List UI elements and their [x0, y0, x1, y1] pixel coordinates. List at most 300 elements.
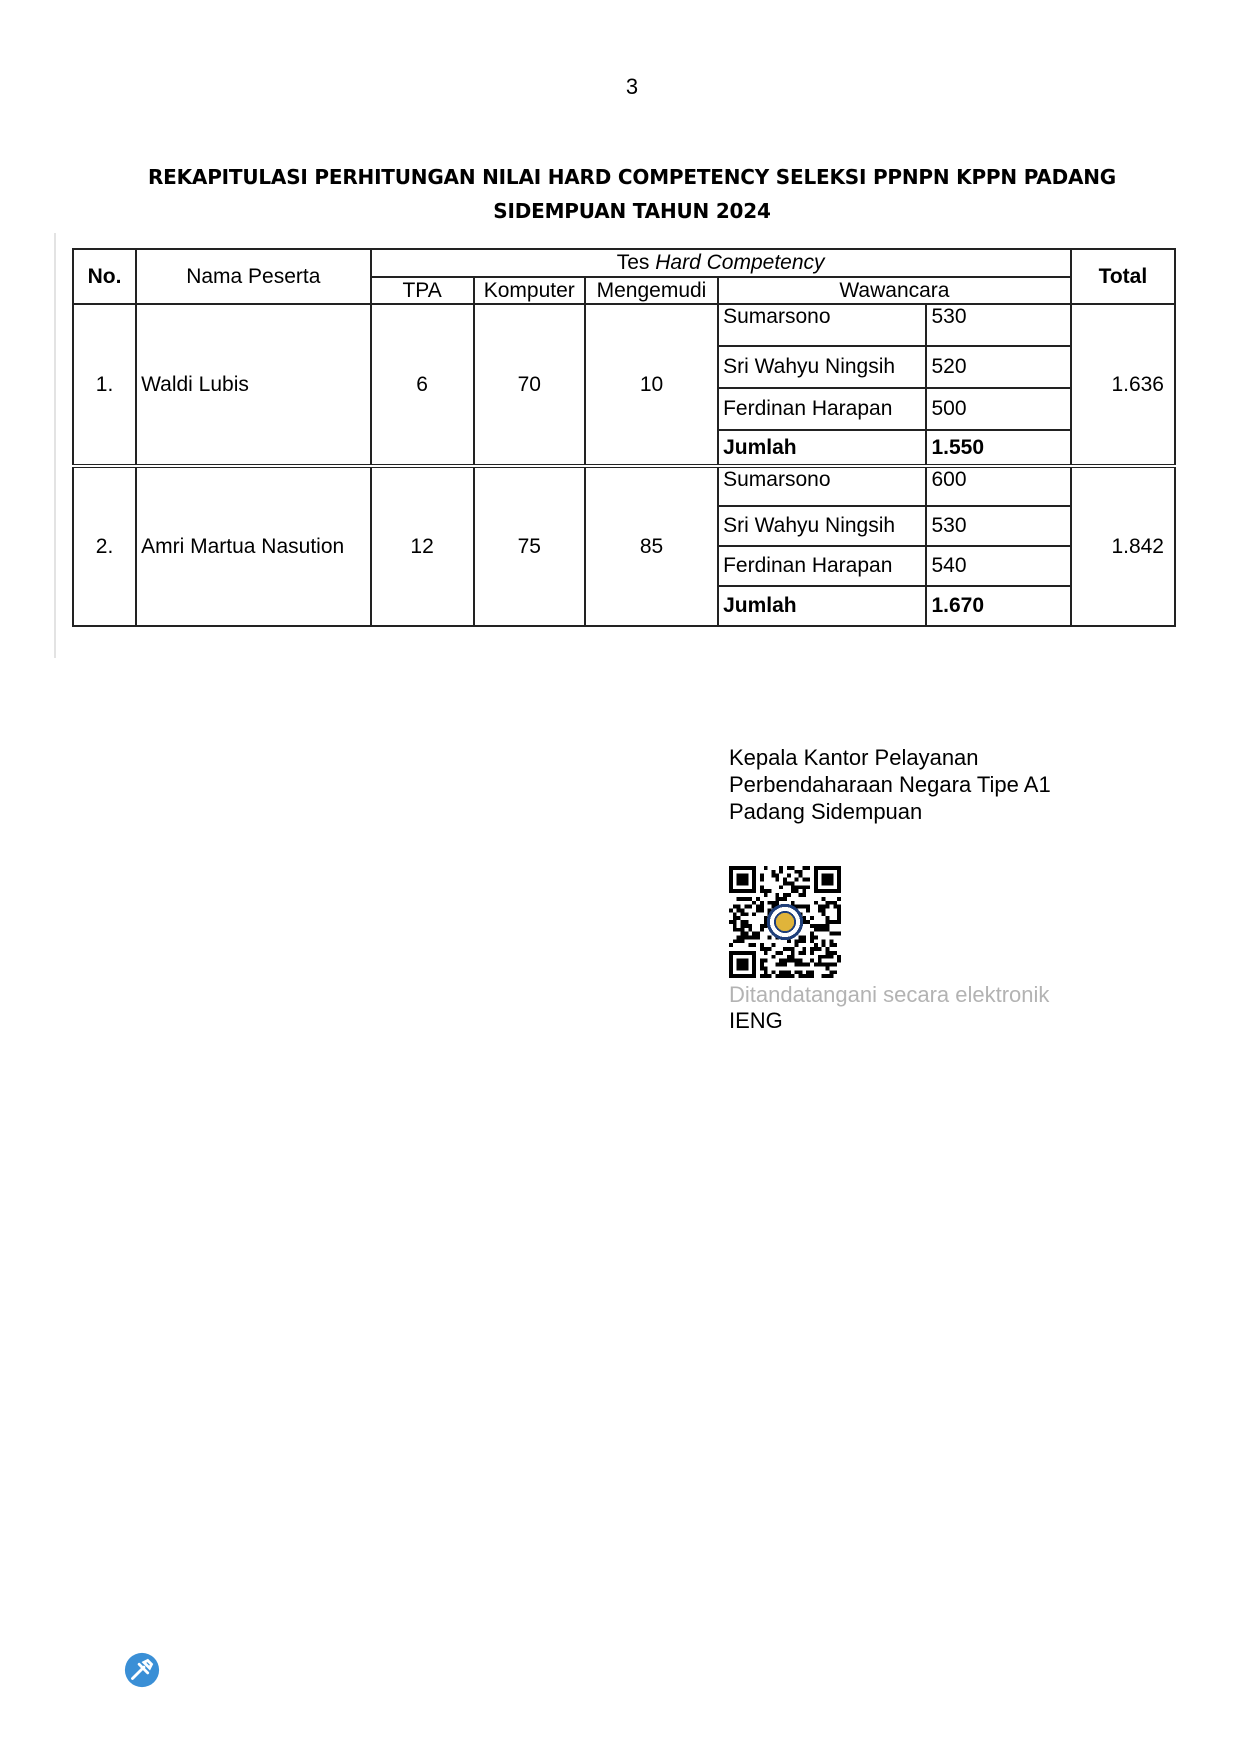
qr-module — [810, 932, 814, 936]
header-nama-peserta: Nama Peserta — [136, 249, 370, 304]
qr-module — [810, 974, 814, 978]
qr-module — [783, 897, 787, 901]
qr-module — [833, 920, 837, 924]
qr-module — [760, 959, 764, 963]
qr-module — [752, 901, 756, 905]
qr-module — [810, 924, 814, 928]
qr-module — [822, 874, 834, 886]
qr-module — [810, 936, 814, 940]
qr-module — [748, 897, 752, 901]
qr-module — [799, 974, 803, 978]
header-tes-italic: Hard Competency — [655, 251, 825, 274]
header-tes-hard-competency — [371, 249, 1071, 277]
interviewer-score: 520 — [926, 346, 1070, 388]
qr-module — [771, 943, 775, 947]
qr-module — [802, 866, 806, 870]
row-tpa: 12 — [371, 466, 474, 626]
qr-module — [744, 905, 748, 909]
qr-module — [802, 963, 806, 967]
qr-module — [775, 951, 779, 955]
qr-module — [737, 905, 741, 909]
qr-module — [818, 928, 822, 932]
qr-module — [733, 939, 737, 943]
qr-module — [802, 889, 806, 893]
qr-module — [744, 936, 748, 940]
qr-module — [741, 936, 745, 940]
qr-module — [771, 870, 775, 874]
qr-module — [802, 905, 806, 909]
qr-module — [771, 874, 775, 878]
qr-module — [733, 924, 737, 928]
interviewer-name: Ferdinan Harapan — [718, 546, 926, 586]
qr-module — [818, 963, 822, 967]
qr-center-emblem-core — [775, 912, 795, 932]
qr-module — [837, 959, 841, 963]
interviewer-name: Sri Wahyu Ningsih — [718, 506, 926, 546]
qr-module — [829, 939, 833, 943]
row-nama: Amri Martua Nasution — [136, 466, 370, 626]
qr-module — [822, 905, 826, 909]
qr-module — [787, 955, 791, 959]
qr-module — [752, 912, 756, 916]
qr-module — [768, 889, 772, 893]
qr-module — [783, 974, 787, 978]
qr-module — [748, 905, 752, 909]
qr-module — [783, 959, 787, 963]
recap-table — [72, 248, 1176, 627]
qr-module — [814, 936, 818, 940]
qr-module — [771, 970, 775, 974]
qr-module — [829, 920, 833, 924]
qr-module — [752, 943, 756, 947]
qr-module — [833, 963, 837, 967]
qr-module — [787, 959, 791, 963]
qr-module — [752, 932, 756, 936]
qr-module — [733, 920, 737, 924]
qr-module — [810, 947, 814, 951]
qr-module — [795, 885, 799, 889]
qr-module — [741, 908, 745, 912]
e-signature-note: Ditandatangani secara elektronik — [729, 982, 1050, 1007]
qr-module — [833, 943, 837, 947]
qr-module — [829, 943, 833, 947]
qr-module — [818, 947, 822, 951]
header-row-1 — [73, 249, 1175, 277]
qr-module — [826, 916, 830, 920]
qr-module — [826, 905, 830, 909]
qr-module — [791, 955, 795, 959]
qr-module — [837, 932, 841, 936]
qr-module — [783, 963, 787, 967]
qr-module — [806, 885, 810, 889]
qr-module — [764, 974, 768, 978]
qr-module — [799, 885, 803, 889]
interviewer-score: 530 — [926, 506, 1070, 546]
qr-module — [779, 959, 783, 963]
qr-module — [768, 901, 772, 905]
row-komputer: 75 — [474, 466, 585, 626]
qr-module — [737, 928, 741, 932]
qr-module — [779, 974, 783, 978]
qr-module — [768, 947, 772, 951]
qr-module — [760, 885, 764, 889]
row-mengemudi: 85 — [585, 466, 718, 626]
qr-module — [741, 920, 745, 924]
qr-module — [760, 947, 764, 951]
qr-module — [779, 963, 783, 967]
qr-module — [806, 970, 810, 974]
row-komputer: 70 — [474, 304, 585, 466]
qr-module — [826, 951, 830, 955]
qr-module — [822, 908, 826, 912]
qr-module — [802, 893, 806, 897]
qr-module — [764, 947, 768, 951]
qr-module — [764, 866, 768, 870]
qr-module — [744, 912, 748, 916]
signature-office-line-1: Kepala Kantor Pelayanan — [729, 745, 979, 770]
qr-module — [760, 943, 764, 947]
qr-module — [783, 881, 787, 885]
qr-module — [829, 951, 833, 955]
qr-module — [802, 974, 806, 978]
qr-module — [810, 916, 814, 920]
qr-module — [775, 893, 779, 897]
qr-module — [799, 939, 803, 943]
header-total: Total — [1071, 249, 1175, 304]
qr-module — [783, 947, 787, 951]
qr-module — [775, 897, 779, 901]
qr-module — [818, 924, 822, 928]
qr-module — [760, 905, 764, 909]
qr-module — [795, 939, 799, 943]
qr-module — [806, 866, 810, 870]
qr-module — [764, 959, 768, 963]
qr-module — [768, 974, 772, 978]
qr-module — [795, 889, 799, 893]
qr-module — [760, 974, 764, 978]
qr-module — [779, 885, 783, 889]
qr-module — [802, 951, 806, 955]
qr-module — [760, 963, 764, 967]
qr-module — [737, 959, 749, 971]
qr-module — [791, 889, 795, 893]
qr-module — [829, 970, 833, 974]
qr-module — [779, 970, 783, 974]
qr-module — [787, 947, 791, 951]
qr-module — [802, 939, 806, 943]
qr-module — [810, 970, 814, 974]
qr-module — [787, 866, 791, 870]
jumlah-label: Jumlah — [718, 586, 926, 626]
qr-module — [756, 932, 760, 936]
qr-module — [760, 874, 764, 878]
qr-module — [771, 901, 775, 905]
title-line-1: REKAPITULASI PERHITUNGAN NILAI HARD COMPETENCY SELEKSI PPNPN KPPN PADANG — [147, 165, 1117, 189]
qr-module — [818, 905, 822, 909]
qr-module — [748, 928, 752, 932]
qr-module — [741, 912, 745, 916]
qr-module — [741, 928, 745, 932]
qr-module — [791, 881, 795, 885]
page-number: 3 — [625, 74, 639, 99]
qr-module — [791, 951, 795, 955]
qr-module — [741, 897, 745, 901]
header-mengemudi: Mengemudi — [585, 277, 718, 304]
qr-module — [822, 939, 826, 943]
header-wawancara: Wawancara — [718, 277, 1071, 304]
qr-module — [826, 974, 830, 978]
qr-module — [741, 932, 745, 936]
qr-module — [806, 878, 810, 882]
qr-module — [837, 920, 841, 924]
qr-module — [733, 916, 737, 920]
qr-module — [748, 924, 752, 928]
qr-module — [833, 932, 837, 936]
qr-module — [833, 901, 837, 905]
row-tpa: 6 — [371, 304, 474, 466]
qr-module — [799, 874, 803, 878]
interviewer-score: 540 — [926, 546, 1070, 586]
qr-module — [760, 889, 764, 893]
qr-module — [764, 951, 768, 955]
row-total: 1.842 — [1071, 466, 1175, 626]
qr-module — [806, 908, 810, 912]
signer-name: IENG — [729, 1008, 783, 1033]
qr-module — [779, 897, 783, 901]
header-no: No. — [73, 249, 136, 304]
qr-module — [737, 908, 741, 912]
qr-module — [764, 970, 768, 974]
qr-module — [733, 912, 737, 916]
qr-module — [826, 924, 830, 928]
qr-module — [826, 901, 830, 905]
qr-module — [729, 943, 733, 947]
qr-module — [822, 963, 826, 967]
qr-module — [779, 951, 783, 955]
qr-module — [799, 870, 803, 874]
qr-module — [748, 936, 752, 940]
qr-module — [783, 878, 787, 882]
qr-module — [799, 936, 803, 940]
qr-module — [822, 924, 826, 928]
qr-module — [791, 959, 795, 963]
qr-module — [814, 901, 818, 905]
qr-module — [744, 920, 748, 924]
signature-block — [729, 744, 1149, 825]
interviewer-name: Sumarsono — [718, 466, 926, 506]
qr-module — [795, 870, 799, 874]
qr-module — [833, 951, 837, 955]
header-komputer: Komputer — [474, 277, 585, 304]
qr-module — [764, 893, 768, 897]
qr-module — [779, 870, 783, 874]
margin-rule — [54, 233, 56, 658]
row-no: 1. — [73, 304, 136, 466]
qr-module — [822, 955, 826, 959]
qr-module — [818, 959, 822, 963]
signature-office-line-2: Perbendaharaan Negara Tipe A1 — [729, 772, 1051, 797]
qr-module — [822, 897, 826, 901]
row-nama: Waldi Lubis — [136, 304, 370, 466]
qr-module — [756, 936, 760, 940]
qr-module — [791, 885, 795, 889]
qr-module — [787, 970, 791, 974]
qr-module — [760, 924, 764, 928]
qr-module — [826, 963, 830, 967]
jumlah-value: 1.550 — [926, 430, 1070, 466]
interviewer-name: Sri Wahyu Ningsih — [718, 346, 926, 388]
document-app-logo-icon[interactable] — [123, 1651, 161, 1689]
qr-module — [814, 963, 818, 967]
qr-module — [733, 928, 737, 932]
qr-module — [775, 974, 779, 978]
title-line-2: SIDEMPUAN TAHUN 2024 — [493, 199, 771, 223]
qr-module — [779, 866, 783, 870]
qr-module — [799, 951, 803, 955]
qr-module — [729, 920, 733, 924]
qr-module — [760, 908, 764, 912]
qr-module — [737, 874, 749, 886]
qr-module — [826, 966, 830, 970]
header-tpa: TPA — [371, 277, 474, 304]
qr-module — [760, 878, 764, 882]
qr-module — [795, 943, 799, 947]
qr-module — [733, 905, 737, 909]
qr-module — [771, 955, 775, 959]
qr-module — [814, 943, 818, 947]
qr-module — [775, 874, 779, 878]
qr-module — [822, 928, 826, 932]
qr-module — [806, 963, 810, 967]
qr-module — [764, 966, 768, 970]
qr-code-icon — [729, 866, 841, 978]
qr-module — [822, 974, 826, 978]
qr-module — [760, 901, 764, 905]
qr-module — [810, 959, 814, 963]
qr-module — [818, 955, 822, 959]
qr-module — [795, 970, 799, 974]
interviewer-score: 500 — [926, 388, 1070, 430]
qr-module — [829, 963, 833, 967]
table-row — [73, 304, 1175, 346]
qr-module — [748, 943, 752, 947]
qr-module — [744, 932, 748, 936]
qr-module — [810, 951, 814, 955]
qr-module — [744, 924, 748, 928]
qr-module — [806, 905, 810, 909]
qr-module — [783, 970, 787, 974]
qr-module — [795, 959, 799, 963]
row-total: 1.636 — [1071, 304, 1175, 466]
qr-module — [837, 908, 841, 912]
qr-module — [791, 947, 795, 951]
qr-module — [802, 936, 806, 940]
qr-module — [791, 866, 795, 870]
qr-module — [756, 897, 760, 901]
qr-module — [783, 893, 787, 897]
qr-module — [741, 924, 745, 928]
qr-module — [795, 963, 799, 967]
qr-module — [791, 974, 795, 978]
qr-module — [829, 955, 833, 959]
row-mengemudi: 10 — [585, 304, 718, 466]
qr-module — [829, 932, 833, 936]
qr-module — [799, 963, 803, 967]
qr-module — [752, 936, 756, 940]
qr-module — [837, 897, 841, 901]
qr-module — [814, 924, 818, 928]
qr-module — [818, 908, 822, 912]
qr-module — [756, 905, 760, 909]
jumlah-label: Jumlah — [718, 430, 926, 466]
qr-module — [833, 970, 837, 974]
qr-module — [799, 905, 803, 909]
interviewer-name: Ferdinan Harapan — [718, 388, 926, 430]
jumlah-value: 1.670 — [926, 586, 1070, 626]
qr-module — [837, 916, 841, 920]
qr-module — [837, 912, 841, 916]
qr-module — [737, 916, 741, 920]
row-no: 2. — [73, 466, 136, 626]
qr-module — [791, 901, 795, 905]
qr-module — [826, 920, 830, 924]
qr-module — [729, 908, 733, 912]
qr-module — [810, 939, 814, 943]
qr-module — [787, 893, 791, 897]
qr-module — [822, 912, 826, 916]
signature-office-line-3: Padang Sidempuan — [729, 799, 923, 824]
qr-module — [799, 893, 803, 897]
qr-module — [795, 878, 799, 882]
qr-module — [814, 947, 818, 951]
qr-module — [826, 947, 830, 951]
qr-module — [764, 889, 768, 893]
qr-module — [775, 901, 779, 905]
qr-module — [826, 955, 830, 959]
interviewer-score: 530 — [926, 304, 1070, 346]
qr-module — [826, 928, 830, 932]
qr-module — [787, 881, 791, 885]
interviewer-score: 600 — [926, 466, 1070, 506]
qr-module — [737, 939, 741, 943]
qr-module — [829, 974, 833, 978]
qr-module — [822, 943, 826, 947]
qr-module — [737, 897, 741, 901]
qr-module — [829, 901, 833, 905]
qr-module — [814, 928, 818, 932]
qr-module — [837, 955, 841, 959]
qr-module — [737, 936, 741, 940]
qr-module — [802, 947, 806, 951]
interviewer-name: Sumarsono — [718, 304, 926, 346]
qr-module — [775, 878, 779, 882]
document-title — [100, 160, 1164, 228]
qr-module — [775, 963, 779, 967]
qr-module — [744, 897, 748, 901]
qr-module — [760, 928, 764, 932]
qr-module — [768, 936, 772, 940]
qr-module — [806, 920, 810, 924]
qr-module — [756, 908, 760, 912]
qr-module — [787, 974, 791, 978]
header-tes-prefix: Tes — [616, 251, 656, 274]
qr-module — [760, 966, 764, 970]
qr-module — [741, 939, 745, 943]
qr-module — [787, 874, 791, 878]
table-row — [73, 466, 1175, 506]
qr-module — [799, 959, 803, 963]
qr-module — [837, 905, 841, 909]
